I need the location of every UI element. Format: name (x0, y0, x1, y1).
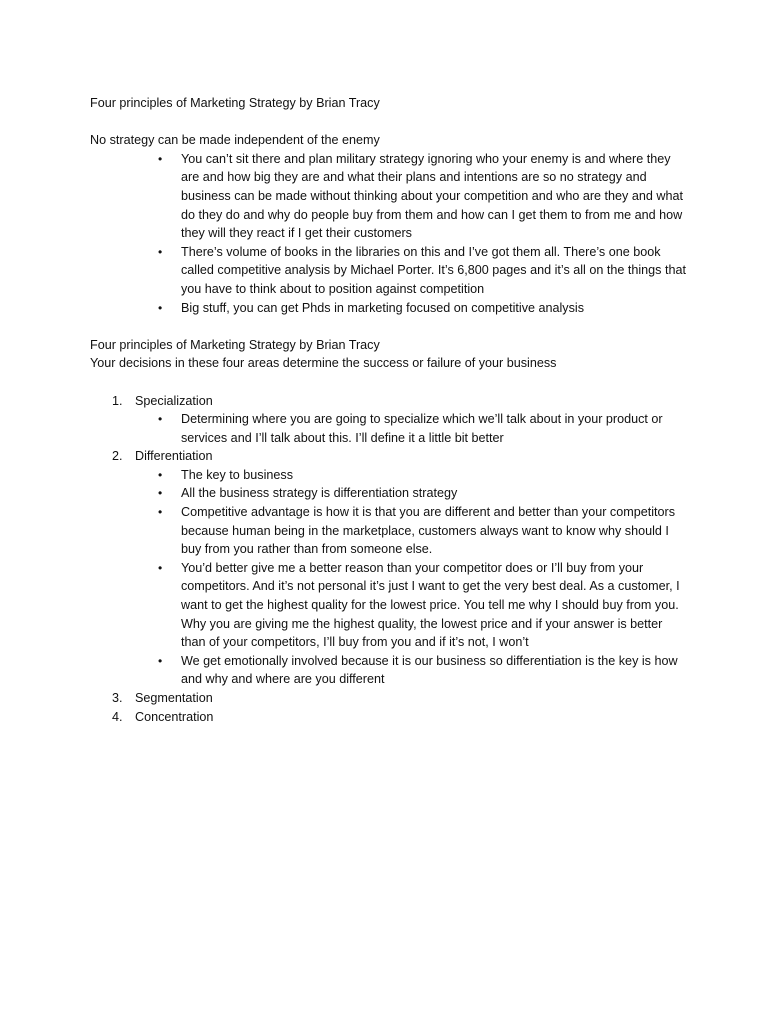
bullet-text: The key to business (181, 467, 294, 482)
section1-heading: No strategy can be made independent of the enemy (90, 133, 380, 148)
bullet-text: There’s volume of books in the libraries on this and I’ve got them all. There’s one book called competitive analysis by Michael Porter. It’s 6,800 pages and it’s all on the things that you have to think about to position against competition (181, 244, 686, 296)
bullet-icon: • (158, 505, 163, 520)
section1-bullet-list (90, 150, 690, 317)
list-number: 1. (112, 393, 123, 408)
principle-bullet-list (135, 466, 690, 689)
list-item (90, 299, 690, 318)
list-number: 3. (112, 691, 123, 705)
list-item (90, 243, 690, 299)
principle-label: Specialization (135, 393, 213, 408)
bullet-text: Determining where you are going to specialize which we’ll talk about in your product or services and I’ll talk about this. I’ll define it a little bit better (181, 412, 663, 445)
principle-label: Differentiation (135, 449, 213, 464)
bullet-text: You’d better give me a better reason than your competitor does or I’ll buy from your competitors. And it’s not personal it’s just I want to get the very best deal. As a customer, I want to get the highest quality for the lowest price. You tell me why I should buy from you. Why you are giving me the highest quality, the lowest price and if your answer is better than of your competitors, I’ll buy from you and if it’s not, I won’t (181, 560, 680, 650)
bullet-icon: • (158, 412, 163, 427)
bullet-icon: • (158, 244, 163, 259)
bullet-icon: • (158, 560, 163, 575)
bullet-text: Competitive advantage is how it is that you are different and better than your competitors because human being in the marketplace, customers always want to know why should I buy from you rather than from someone else. (181, 505, 675, 557)
principle-item-segmentation (90, 689, 690, 708)
bullet-text: You can’t sit there and plan military strategy ignoring who your enemy is and where they are and how big they are and what their plans and intentions are so no strategy and business can be made without thinking about your competition and who are they and what do they do and why do people buy from them and how can I get them to from me and how they will they react if I get their customers (181, 151, 683, 241)
bullet-text: We get emotionally involved because it is our business so differentiation is the key is how and why and where are you different (181, 653, 678, 687)
bullet-text: All the business strategy is differentiation strategy (181, 486, 458, 501)
list-item (135, 503, 690, 559)
bullet-icon: • (158, 300, 163, 315)
list-item (135, 466, 690, 485)
spacer (90, 317, 690, 336)
document-body (90, 94, 690, 726)
principle-bullet-list (135, 410, 690, 447)
list-item (135, 652, 690, 689)
section2-subtitle: Your decisions in these four areas determine the success or failure of your business (90, 356, 557, 371)
section2-title: Four principles of Marketing Strategy by Brian Tracy (90, 337, 380, 352)
principle-item-specialization (90, 392, 690, 448)
list-number: 4. (112, 709, 123, 724)
bullet-text: Big stuff, you can get Phds in marketing focused on competitive analysis (181, 300, 584, 315)
list-item (135, 559, 690, 652)
bullet-icon: • (158, 467, 163, 482)
principle-label: Concentration (135, 709, 214, 724)
bullet-icon: • (158, 151, 163, 166)
section1-title: Four principles of Marketing Strategy by Brian Tracy (90, 96, 380, 110)
list-item (90, 150, 690, 243)
principle-item-concentration (90, 708, 690, 727)
principles-numbered-list (90, 392, 690, 727)
principle-label: Segmentation (135, 691, 213, 705)
bullet-icon: • (158, 653, 163, 668)
bullet-icon: • (158, 486, 163, 501)
list-number: 2. (112, 449, 123, 464)
list-item (135, 484, 690, 503)
spacer (90, 113, 690, 132)
list-item (135, 410, 690, 447)
spacer (90, 373, 690, 392)
principle-item-differentiation (90, 447, 690, 689)
